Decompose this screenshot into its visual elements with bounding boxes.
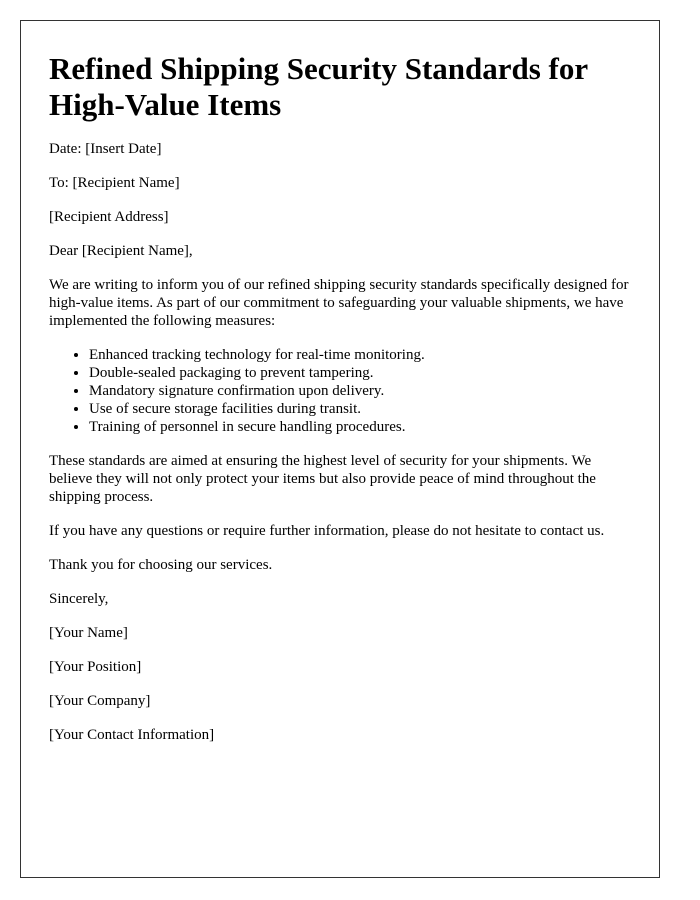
recipient-address: [Recipient Address]	[49, 209, 169, 225]
sender-position: [Your Position]	[49, 659, 142, 675]
sender-company: [Your Company]	[49, 693, 151, 709]
standards-paragraph: These standards are aimed at ensuring the highest level of security for your shipments. We believe they will not only protect your items but also provide peace of mind throughout the shipping process.	[49, 453, 596, 505]
measure-item: • Training of personnel in secure handling procedures.	[89, 418, 631, 436]
recipient-line: To: [Recipient Name]	[49, 175, 180, 191]
measure-item: • Use of secure storage facilities during transit.	[89, 400, 631, 418]
letter-title: Refined Shipping Security Standards for High-Value Items	[49, 51, 588, 122]
measure-item: • Mandatory signature confirmation upon delivery.	[89, 382, 631, 400]
closing-line: Sincerely,	[49, 591, 109, 607]
sender-name: [Your Name]	[49, 625, 128, 641]
date-line: Date: [Insert Date]	[49, 141, 162, 157]
measures-list	[49, 346, 631, 436]
thanks-line: Thank you for choosing our services.	[49, 557, 273, 573]
letter-page	[20, 20, 660, 878]
intro-paragraph: We are writing to inform you of our refined shipping security standards specifically designed for high-value items. As part of our commitment to safeguarding your valuable shipments, we have implemented the following measures:	[49, 277, 629, 329]
sender-contact: [Your Contact Information]	[49, 727, 215, 743]
measure-item: • Double-sealed packaging to prevent tampering.	[89, 364, 631, 382]
measure-item: • Enhanced tracking technology for real-time monitoring.	[89, 346, 631, 364]
questions-paragraph: If you have any questions or require further information, please do not hesitate to contact us.	[49, 523, 605, 539]
salutation: Dear [Recipient Name],	[49, 243, 193, 259]
